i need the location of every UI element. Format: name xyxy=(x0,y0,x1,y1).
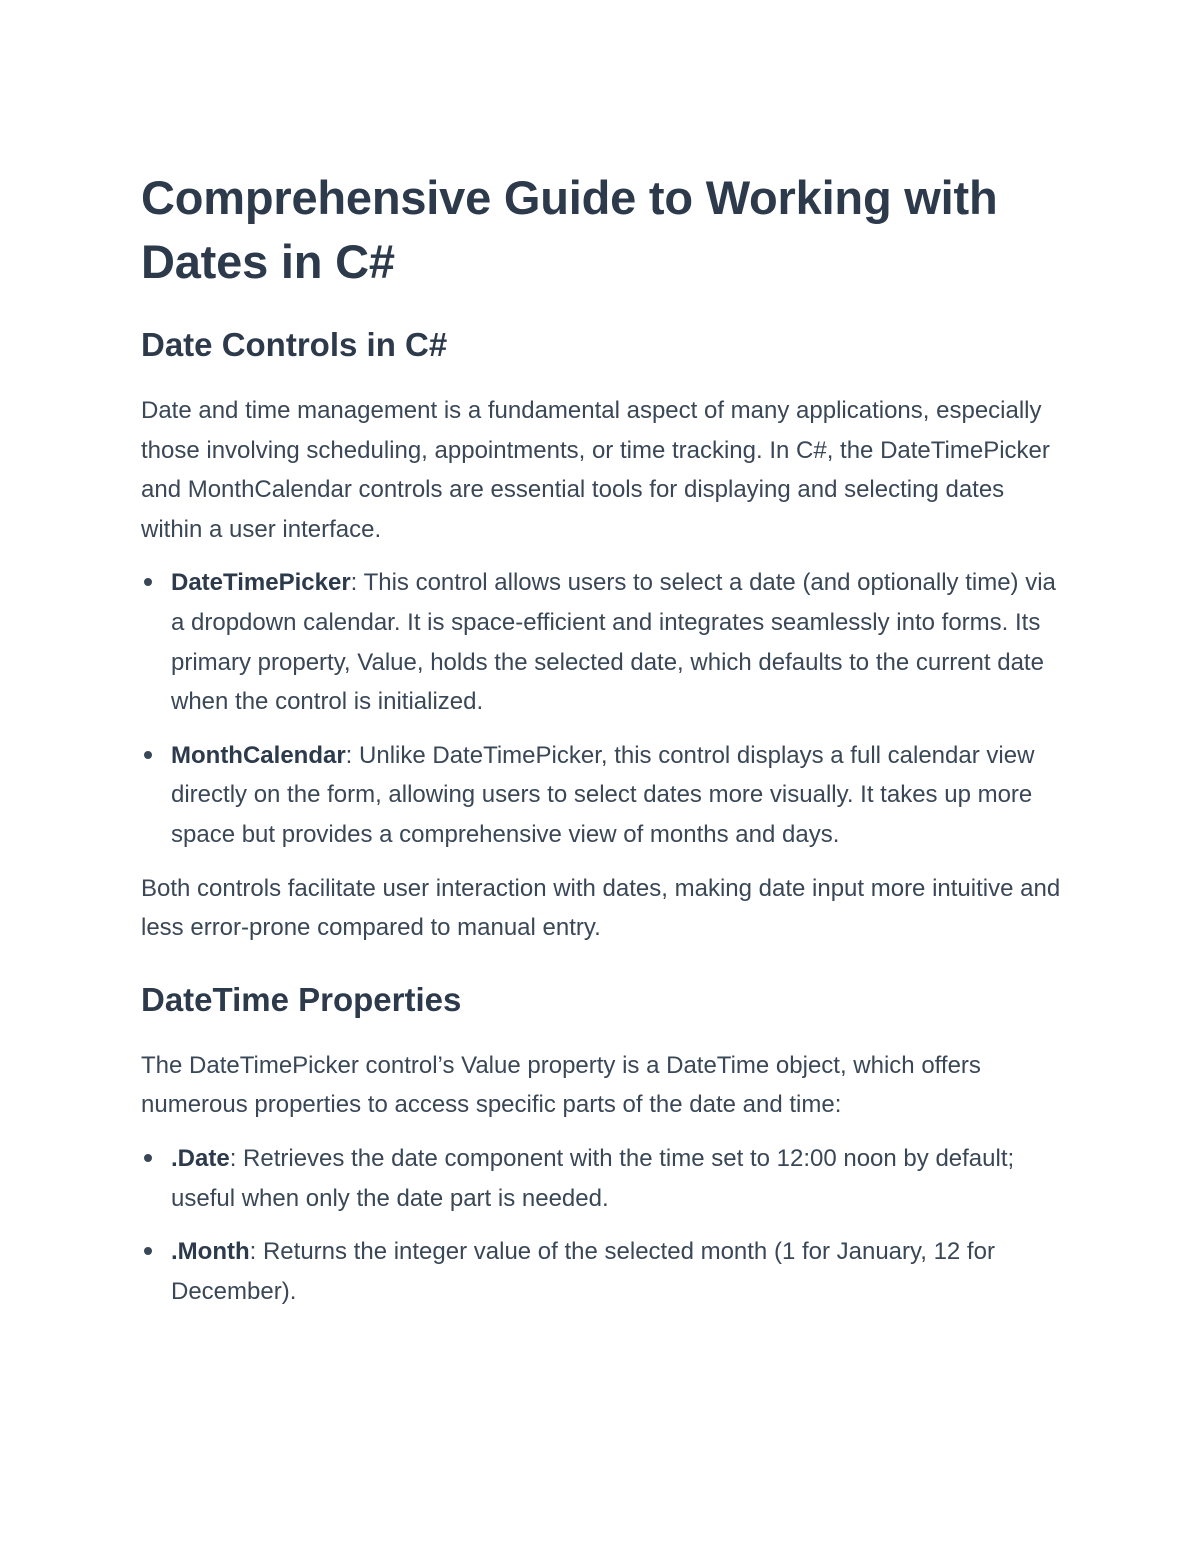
date-controls-intro-paragraph: Date and time management is a fundamental aspect of many applications, especially those involving scheduling, appointments, or time tracking. In C#, the DateTimePicker and MonthCalendar controls are essential tools for displaying and selecting dates within a user interface. xyxy=(141,397,1050,543)
bullet-icon xyxy=(144,578,152,586)
description-datetimepicker: : This control allows users to select a date (and optionally time) via a dropdown calendar. It is space-efficient and integrates seamlessly into forms. Its primary property, Value, holds the selected date, which defaults to the current date when the control is initialized. xyxy=(171,569,1056,716)
section-heading-date-controls: Date Controls in C# xyxy=(141,326,448,363)
page-title: Comprehensive Guide to Working with Dates in C# xyxy=(141,171,998,288)
document-page xyxy=(141,166,1071,1311)
description-month-property: : Returns the integer value of the selected month (1 for January, 12 for December). xyxy=(171,1238,995,1305)
bullet-icon xyxy=(144,1247,152,1255)
list-item-month-property xyxy=(141,1232,1071,1311)
description-monthcalendar: : Unlike DateTimePicker, this control displays a full calendar view directly on the form, allowing users to select dates more visually. It takes up more space but provides a comprehensive view of months and days. xyxy=(171,741,1035,848)
list-item-datetimepicker xyxy=(141,563,1071,721)
term-date-property: .Date xyxy=(171,1144,230,1172)
section-heading-datetime-properties: DateTime Properties xyxy=(141,980,462,1018)
list-item-monthcalendar xyxy=(141,736,1071,855)
term-monthcalendar: MonthCalendar xyxy=(171,741,346,769)
datetime-properties-intro-paragraph: The DateTimePicker control’s Value property is a DateTime object, which offers numerous properties to access specific parts of the date and time: xyxy=(141,1051,981,1119)
date-controls-list xyxy=(141,563,1071,854)
description-date-property: : Retrieves the date component with the time set to 12:00 noon by default; useful when only the date part is needed. xyxy=(171,1144,1015,1212)
term-month-property: .Month xyxy=(171,1238,250,1266)
bullet-icon xyxy=(144,751,152,759)
list-item-date-property xyxy=(141,1139,1071,1218)
date-controls-summary-paragraph: Both controls facilitate user interaction with dates, making date input more intuitive and less error-prone compared to manual entry. xyxy=(141,874,1061,942)
datetime-properties-list xyxy=(141,1139,1071,1311)
term-datetimepicker: DateTimePicker xyxy=(171,569,351,597)
bullet-icon xyxy=(144,1154,152,1162)
